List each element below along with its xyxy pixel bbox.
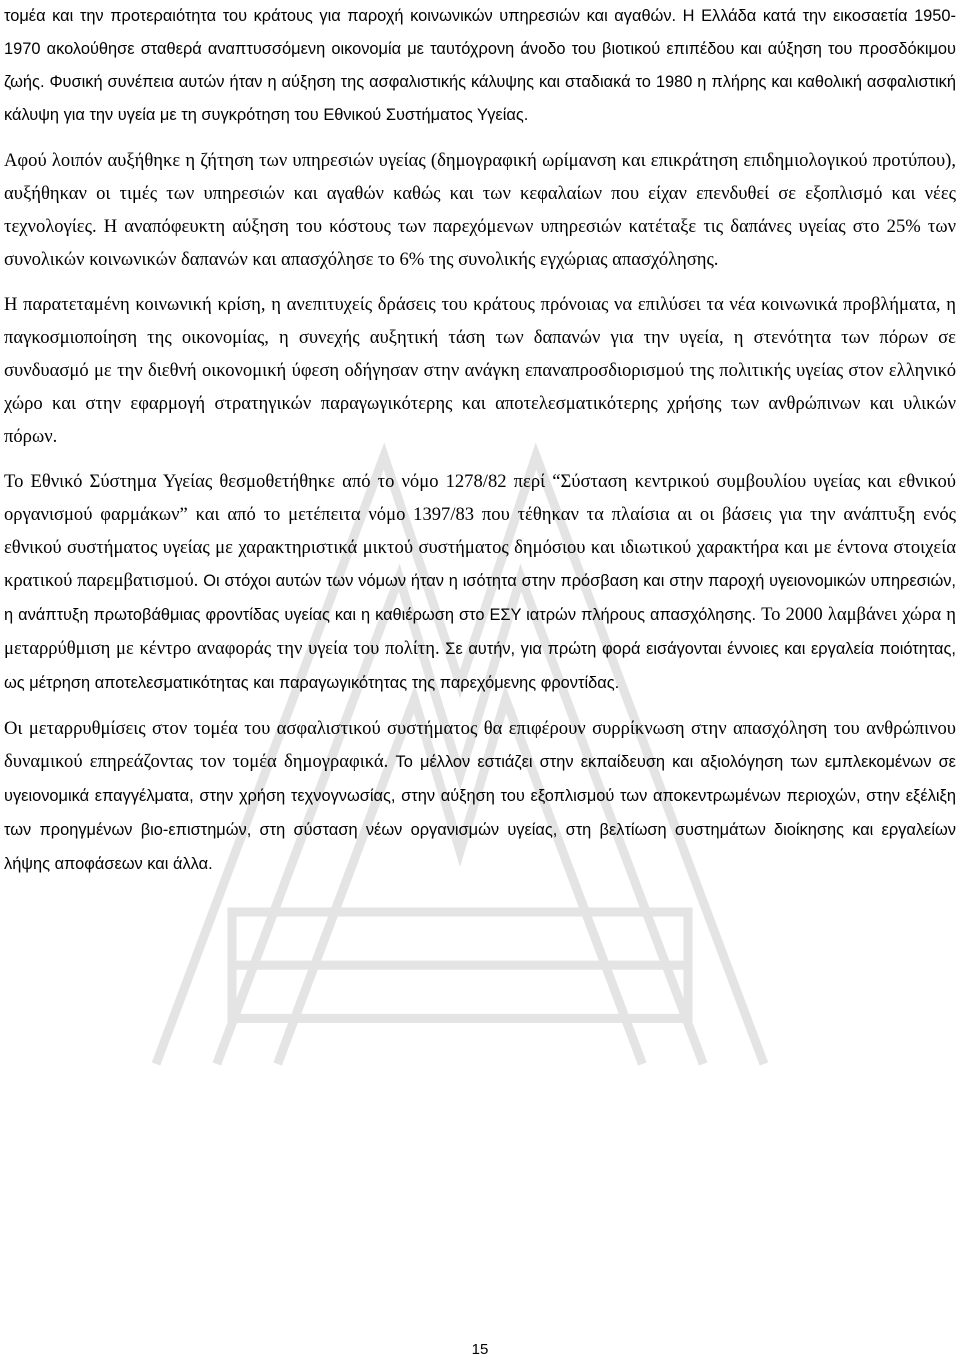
paragraph-5 bbox=[4, 712, 956, 881]
paragraph-2-text-1: Αφού λοιπόν αυξήθηκε η ζήτηση των υπηρεσιών υγείας (δημογραφική ωρίμανση και επικράτηση επιδημιολογικού προτύπου), αυξήθηκαν οι τιμές των υπηρεσιών και αγαθών καθώς και των κεφαλαίων που είχαν επενδυθεί σε εξοπλισμό και νέες τεχνολογίες. Η αναπόφευκτη αύξηση του κόστους των παρεχόμενων υπηρεσιών κατέταξε τις δαπάνες υγείας στο 25% των συνολικών κοινωνικών δαπανών και απασχόλησε το 6% της συνολικής εγχώριας απασχόλησης. bbox=[4, 150, 956, 270]
page-number: 15 bbox=[471, 1341, 489, 1358]
paragraph-4-text-1: Το Εθνικό Σύστημα Υγείας θεσμοθετήθηκε από το νόμο 1278/82 περί “Σύσταση κεντρικού συμβουλίου υγείας και εθνικού οργανισμού φαρμάκων” και από το μετέπειτα νόμο 1397/83 που τέθηκαν τα πλαίσια αι οι βάσεις για την ανάπτυξη ενός εθνικού συστήματος υγείας με χαρακτηριστικά μικτού συστήματος δημόσιου και ιδιωτικού χαρακτήρα και με έντονα στοιχεία κρατικού παρεμβατισμού. bbox=[4, 471, 956, 591]
paragraph-1 bbox=[4, 0, 956, 132]
paragraph-1-text-1: τομέα και την προτεραιότητα του κράτους για παροχή κοινωνικών υπηρεσιών και αγαθών. Η Ελλάδα κατά την εικοσαετία 1950-1970 ακολούθησε σταθερά αναπτυσσόμενη οικονομία με ταυτόχρονη άνοδο του βιοτικού επιπέδου και αύξηση του προσδόκιμου ζωής. Φυσική συνέπεια αυτών ήταν η αύξηση της ασφαλιστικής κάλυψης και σταδιακά το 1980 η πλήρης και καθολική ασφαλιστική κάλυψη για την υγεία με τη συγκρότηση του Εθνικού Συστήματος Υγείας. bbox=[4, 7, 956, 124]
paragraph-2 bbox=[4, 144, 956, 276]
document-body bbox=[4, 0, 956, 881]
paragraph-5-text-1: Οι μεταρρυθμίσεις στον τομέα του ασφαλιστικού συστήματος θα επιφέρουν συρρίκνωση στην απασχόληση του ανθρώπινου δυναμικού επηρεάζοντας τον τομέα δημογραφικά. bbox=[4, 718, 956, 772]
paragraph-4-text-2: Οι στόχοι αυτών των νόμων ήταν η ισότητα στην πρόσβαση και στην παροχή υγειονομικών υπηρεσιών, η ανάπτυξη πρωτοβάθμιας φροντίδας υγείας και η καθιέρωση στο ΕΣΥ ιατρών πλήρους απασχόλησης. bbox=[4, 572, 956, 624]
paragraph-5-text-2: Το μέλλον εστιάζει στην εκπαίδευση και αξιολόγηση των εμπλεκομένων σε υγειονομικά επαγγέλματα, στην χρήση τεχνογνωσίας, στην αύξηση του εξοπλισμού των αποκεντρωμένων περιοχών, στην εξέλιξη των προηγμένων βιο-επιστημών, στη σύσταση νέων οργανισμών υγείας, στη βελτίωση συστημάτων διοίκησης και εργαλείων λήψης αποφάσεων και άλλα. bbox=[4, 753, 956, 873]
paragraph-4-text-4: Σε αυτήν, για πρώτη φορά εισάγονται έννοιες και εργαλεία ποιότητας, ως μέτρηση αποτελεσματικότητας και παραγωγικότητας της παρεχόμενης φροντίδας. bbox=[4, 640, 956, 692]
paragraph-3 bbox=[4, 288, 956, 453]
paragraph-4 bbox=[4, 465, 956, 700]
paragraph-3-text-1: Η παρατεταμένη κοινωνική κρίση, η ανεπιτυχείς δράσεις του κράτους πρόνοιας να επιλύσει τα νέα κοινωνικά προβλήματα, η παγκοσμιοποίηση της οικονομίας, η συνεχής αυξητική τάση των δαπανών για την υγεία, η στενότητα των πόρων σε συνδυασμό με την διεθνή οικονομική ύφεση οδήγησαν στην ανάγκη επαναπροσδιορισμού της πολιτικής υγείας στον ελληνικό χώρο και στην εφαρμογή στρατηγικών παραγωγικότερης και αποτελεσματικότερης χρήσης των ανθρώπινων και υλικών πόρων. bbox=[4, 294, 956, 447]
paragraph-4-text-3: Το 2000 λαμβάνει χώρα η μεταρρύθμιση με κέντρο αναφοράς την υγεία του πολίτη. bbox=[4, 604, 956, 659]
